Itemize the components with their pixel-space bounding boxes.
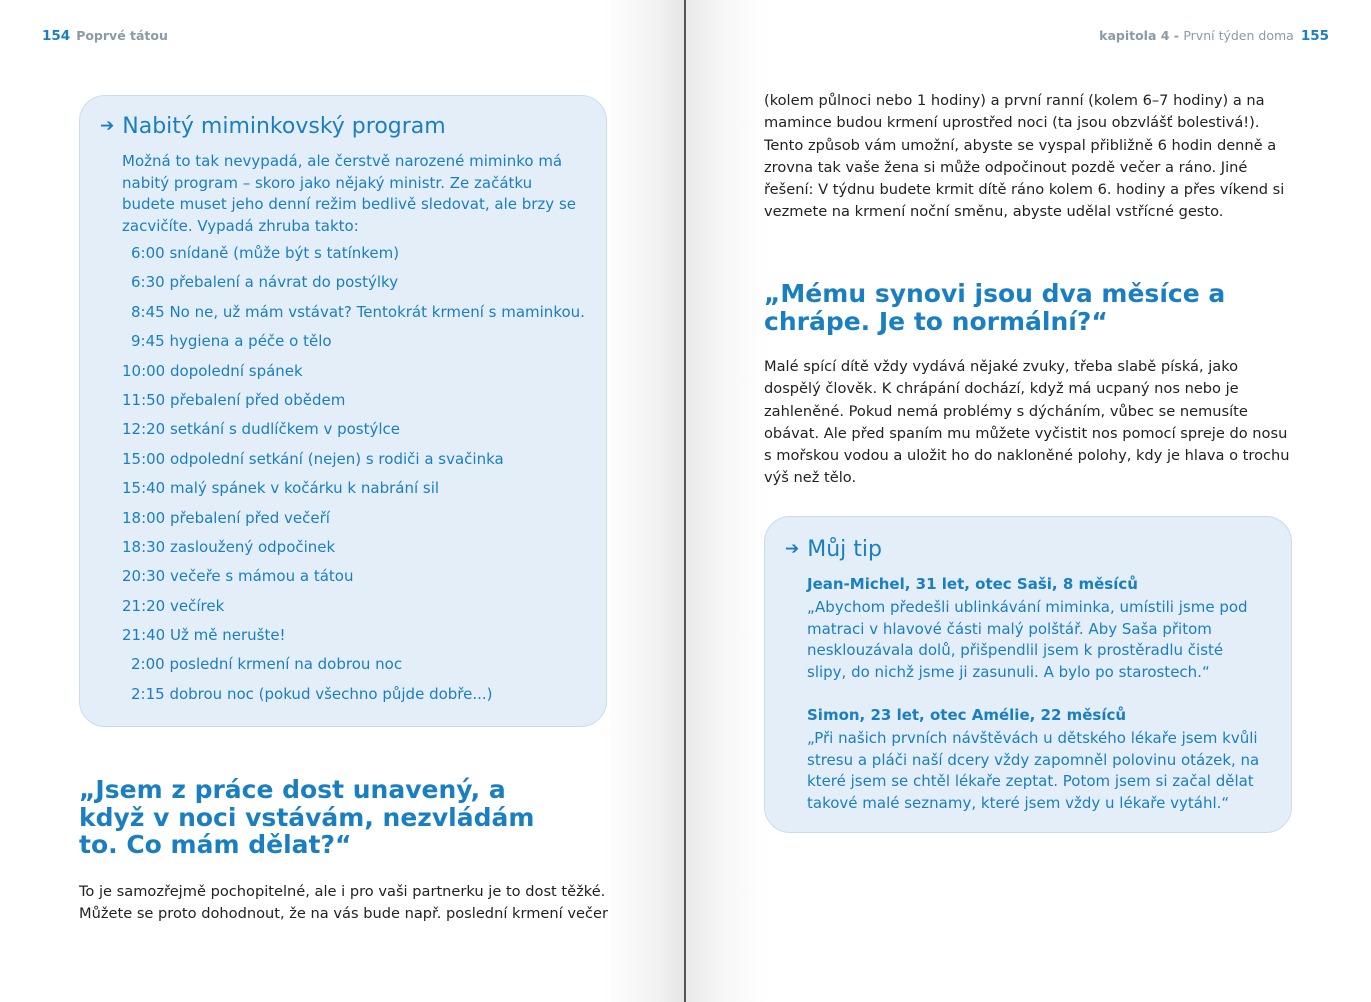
page-number-right: 155 (1300, 28, 1329, 44)
tip-box-title-row (785, 537, 882, 562)
schedule-item: 15:40 malý spánek v kočárku k nabrání sil (122, 479, 440, 498)
schedule-item: 9:45 hygiena a péče o tělo (131, 332, 332, 351)
schedule-item: 21:20 večírek (122, 596, 225, 615)
right-page-header (1099, 28, 1329, 44)
answer-left: To je samozřejmě pochopitelné, ale i pro vaši partnerku je to dost těžké. Můžete se proto dohodnout, že na vás bude např. poslední krmení večer (79, 883, 608, 923)
chapter-label: kapitola 4 (1099, 28, 1170, 43)
continuation-text: (kolem půlnoci nebo 1 hodiny) a první ranní (kolem 6–7 hodiny) a na mamince budou krmení uprostřed noci (ta jsou obzvlášť bolestivá!). Tento způsob vám umožní, abyste se vyspal přibližně 6 hodin denně a zrovna tak vaše žena si může odpočinout pozdě večer a ráno. Jiné řešení: V týdnu budete krmit dítě ráno kolem 6. hodiny a přes víkend si vezmete na krmení noční směnu, abyste udělal vstřícné gesto. (764, 92, 1285, 221)
program-intro: Možná to tak nevypadá, ale čerstvě narozené miminko má nabitý program – skoro jako nějaký ministr. Ze začátku budete muset jeho denní režim bedlivě sledovat, ale brzy se zacvičíte. Vypadá zhruba takto: (122, 152, 576, 235)
schedule-item: 6:30 přebalení a návrat do postýlky (131, 273, 399, 292)
arrow-right-icon: ➔ (100, 116, 115, 136)
arrow-right-icon: ➔ (785, 539, 800, 559)
left-page-header (42, 28, 168, 44)
schedule-list (122, 243, 622, 713)
question-heading-left: „Jsem z práce dost unavený, a když v noci vstávám, nezvládám to. Co mám dělat?“ (79, 775, 535, 859)
tip-quote: „Při našich prvních návštěvách u dětského lékaře jsem kvůli stresu a pláči naší dcery vždy zapomněl polovinu otázek, na které jsem se chtěl lékaře zeptat. Potom jsem si začal dělat takové malé seznamy, které jsem vždy u lékaře vytáhl.“ (807, 729, 1260, 812)
header-separator: - (1169, 28, 1184, 43)
running-title: Poprvé tátou (76, 28, 168, 43)
schedule-item: 10:00 dopolední spánek (122, 361, 303, 380)
schedule-item: 2:00 poslední krmení na dobrou noc (131, 655, 403, 674)
tip-entry (807, 574, 1263, 683)
program-box-title: Nabitý miminkovský program (122, 114, 446, 139)
left-page (0, 0, 684, 1002)
schedule-item: 18:30 zasloužený odpočinek (122, 537, 336, 556)
schedule-item: 15:00 odpolední setkání (nejen) s rodiči a svačinka (122, 449, 504, 468)
tip-quote: „Abychom předešli ublinkávání miminka, umístili jsme pod matraci v hlavové části malý polštář. Aby Saša přitom nesklouzávala dolů, přišpendlil jsem k prostěradlu čisté slipy, do nichž jsme ji zasunuli. A bylo po starostech.“ (807, 598, 1248, 681)
schedule-item: 6:00 snídaně (může být s tatínkem) (131, 244, 400, 262)
tip-author: Simon, 23 let, otec Amélie, 22 měsíců (807, 706, 1127, 724)
tip-box-title: Můj tip (807, 537, 882, 562)
schedule-item: 11:50 přebalení před obědem (122, 390, 346, 409)
schedule-item: 20:30 večeře s mámou a tátou (122, 567, 354, 586)
schedule-item: 12:20 setkání s dudlíčkem v postýlce (122, 420, 401, 439)
question-heading-right: „Mému synovi jsou dva měsíce a chrápe. Je to normální?“ (764, 279, 1226, 336)
chapter-title: První týden doma (1183, 28, 1294, 43)
program-box-title-row (100, 114, 446, 139)
tip-box (764, 516, 1292, 833)
tip-entry (807, 705, 1263, 814)
schedule-item: 8:45 No ne, už mám vstávat? Tentokrát krmení s maminkou. (131, 302, 585, 321)
schedule-item: 21:40 Už mě nerušte! (122, 626, 286, 645)
tip-author: Jean-Michel, 31 let, otec Saši, 8 měsíců (807, 575, 1138, 593)
program-box (79, 95, 607, 727)
schedule-item: 2:15 dobrou noc (pokud všechno půjde dobře...) (131, 684, 493, 703)
right-page (686, 0, 1371, 1002)
page-number-left: 154 (42, 28, 71, 44)
answer-right: Malé spící dítě vždy vydává nějaké zvuky, třeba slabě píská, jako dospělý člověk. K chrápání dochází, když má ucpaný nos nebo je zahleněné. Pokud nemá problémy s dýcháním, vůbec se nemusíte obávat. Ale před spaním mu můžete vyčistit nos pomocí spreje do nosu s mořskou vodou a uložit ho do nakloněné polohy, kdy je hlava o trochu výš než tělo. (764, 358, 1290, 487)
schedule-item: 18:00 přebalení před večeří (122, 508, 330, 527)
